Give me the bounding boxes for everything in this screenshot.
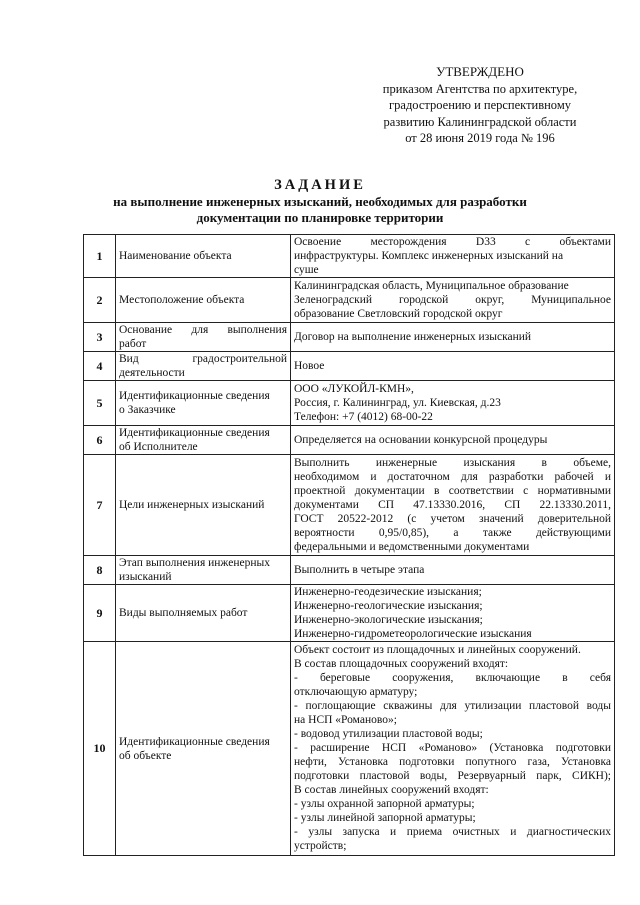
value-line: документами СП 47.13330.2016, СП 22.13330.2011, [294, 499, 611, 511]
field-name-line: об объекте [119, 749, 172, 762]
table-row [84, 585, 615, 642]
row-field-name [116, 426, 291, 455]
value-line: - узлы линейной запорной арматуры; [294, 812, 476, 824]
document-title: ЗАДАНИЕ [274, 177, 366, 193]
value-line: инфраструктуры. Комплекс инженерных изысканий на [294, 250, 564, 262]
value-line: В состав площадочных сооружений входят: [294, 658, 509, 670]
row-field-name [116, 235, 291, 278]
row-field-name [116, 585, 291, 642]
row-field-value [291, 235, 615, 278]
task-table [83, 234, 615, 856]
approval-block [360, 64, 600, 147]
table-row [84, 556, 615, 585]
value-line: подготовки пластовой воды, Резервуарный парк, СИКН); [294, 770, 611, 782]
row-number: 10 [84, 642, 116, 856]
row-field-name [116, 381, 291, 426]
field-name-line: Этап выполнения инженерных [119, 557, 270, 569]
field-name-line: Основание для выполнения [119, 324, 287, 336]
value-line: ГОСТ 20522-2012 (с учетом значений доверительной [294, 513, 611, 525]
value-line: вероятности 0,95/0,85), а также действующими [294, 527, 611, 539]
value-line: проектной документации в соответствии с нормативными [294, 485, 611, 497]
field-name-line: Вид градостроительной [119, 353, 287, 365]
value-line: необходимом и достаточном для разработки рабочей и [294, 471, 611, 483]
value-line: суше [294, 264, 319, 276]
value-line: отключающую арматуру; [294, 686, 418, 698]
value-line: Зеленоградский городской округ, Муниципальное [294, 294, 611, 306]
table-row [84, 323, 615, 352]
row-field-value [291, 426, 615, 455]
value-line: - поглощающие скважины для утилизации пластовой воды [294, 700, 611, 712]
field-name-line: о Заказчике [119, 404, 176, 416]
row-field-value [291, 556, 615, 585]
approval-line: развитию Калининградской области [383, 114, 577, 129]
value-line: - узлы запуска и приема очистных и диагностических [294, 826, 611, 838]
row-field-value [291, 642, 615, 856]
field-name-line: деятельности [119, 367, 185, 379]
row-field-name [116, 323, 291, 352]
row-field-name [116, 352, 291, 381]
value-line: нефти, Установка подготовки попутного газа, Установка [294, 756, 611, 768]
field-name-line: Идентификационные сведения [119, 427, 270, 439]
value-line: - узлы охранной запорной арматуры; [294, 798, 475, 810]
row-number: 1 [84, 235, 116, 278]
row-number: 6 [84, 426, 116, 455]
value-line: Освоение месторождения D33 с объектами [294, 236, 611, 248]
row-field-value [291, 381, 615, 426]
row-number: 7 [84, 455, 116, 556]
value-line: Инженерно-экологические изыскания; [294, 614, 483, 626]
approval-line: градостроению и перспективному [389, 98, 571, 112]
value-line: Определяется на основании конкурсной процедуры [294, 434, 548, 446]
value-line: Телефон: +7 (4012) 68-00-22 [294, 411, 433, 423]
value-line: Договор на выполнение инженерных изысканий [294, 331, 532, 343]
row-number: 8 [84, 556, 116, 585]
field-name-line: Наименование объекта [119, 250, 232, 262]
approval-line: приказом Агентства по архитектуре, [382, 81, 578, 96]
value-line: образование Светловский городской округ [294, 308, 503, 320]
subtitle-line: документации по планировке территории [196, 210, 444, 225]
row-field-name [116, 455, 291, 556]
field-name-line: Виды выполняемых работ [119, 607, 248, 619]
row-field-name [116, 278, 291, 323]
table-row [84, 352, 615, 381]
row-field-value [291, 278, 615, 323]
row-field-name [116, 642, 291, 856]
row-number: 5 [84, 381, 116, 426]
row-number: 9 [84, 585, 116, 642]
value-line: Выполнить в четыре этапа [294, 564, 425, 576]
row-number: 2 [84, 278, 116, 323]
value-line: устройств; [294, 840, 347, 852]
field-name-line: работ [119, 338, 147, 350]
value-line: Калининградская область, Муниципальное образование [294, 280, 569, 292]
document-subtitle [60, 194, 580, 226]
field-name-line: изысканий [119, 571, 172, 583]
table-row [84, 278, 615, 323]
value-line: ООО «ЛУКОЙЛ-КМН», [294, 383, 414, 395]
field-name-line: об Исполнителе [119, 441, 198, 453]
value-line: В состав линейных сооружений входят: [294, 784, 489, 796]
value-line: Объект состоит из площадочных и линейных сооружений. [294, 644, 581, 656]
approval-line: от 28 июня 2019 года № 196 [405, 131, 555, 145]
row-number: 4 [84, 352, 116, 381]
value-line: Россия, г. Калининград, ул. Киевская, д.23 [294, 397, 501, 409]
approval-heading: УТВЕРЖДЕНО [436, 64, 524, 79]
table-row [84, 235, 615, 278]
field-name-line: Цели инженерных изысканий [119, 499, 265, 511]
value-line: - береговые сооружения, включающие в себя [294, 672, 611, 684]
value-line: Новое [294, 360, 325, 372]
value-line: федеральными и ведомственными документами [294, 541, 530, 553]
table-row [84, 642, 615, 856]
value-line: Выполнить инженерные изыскания в объеме, [294, 457, 611, 469]
value-line: Инженерно-гидрометеорологические изыскания [294, 628, 532, 640]
row-field-value [291, 455, 615, 556]
field-name-line: Идентификационные сведения [119, 390, 270, 402]
row-field-value [291, 323, 615, 352]
table-row [84, 455, 615, 556]
subtitle-line: на выполнение инженерных изысканий, необходимых для разработки [113, 194, 527, 209]
value-line: Инженерно-геологические изыскания; [294, 600, 483, 612]
table-row [84, 381, 615, 426]
value-line: Инженерно-геодезические изыскания; [294, 586, 482, 598]
value-line: - водовод утилизации пластовой воды; [294, 728, 483, 740]
field-name-line: Местоположение объекта [119, 294, 245, 306]
row-field-value [291, 585, 615, 642]
table-row [84, 426, 615, 455]
row-number: 3 [84, 323, 116, 352]
value-line: - расширение НСП «Романово» (Установка подготовки [294, 742, 611, 754]
value-line: на НСП «Романово»; [294, 714, 397, 726]
row-field-name [116, 556, 291, 585]
row-field-value [291, 352, 615, 381]
field-name-line: Идентификационные сведения [119, 735, 270, 748]
